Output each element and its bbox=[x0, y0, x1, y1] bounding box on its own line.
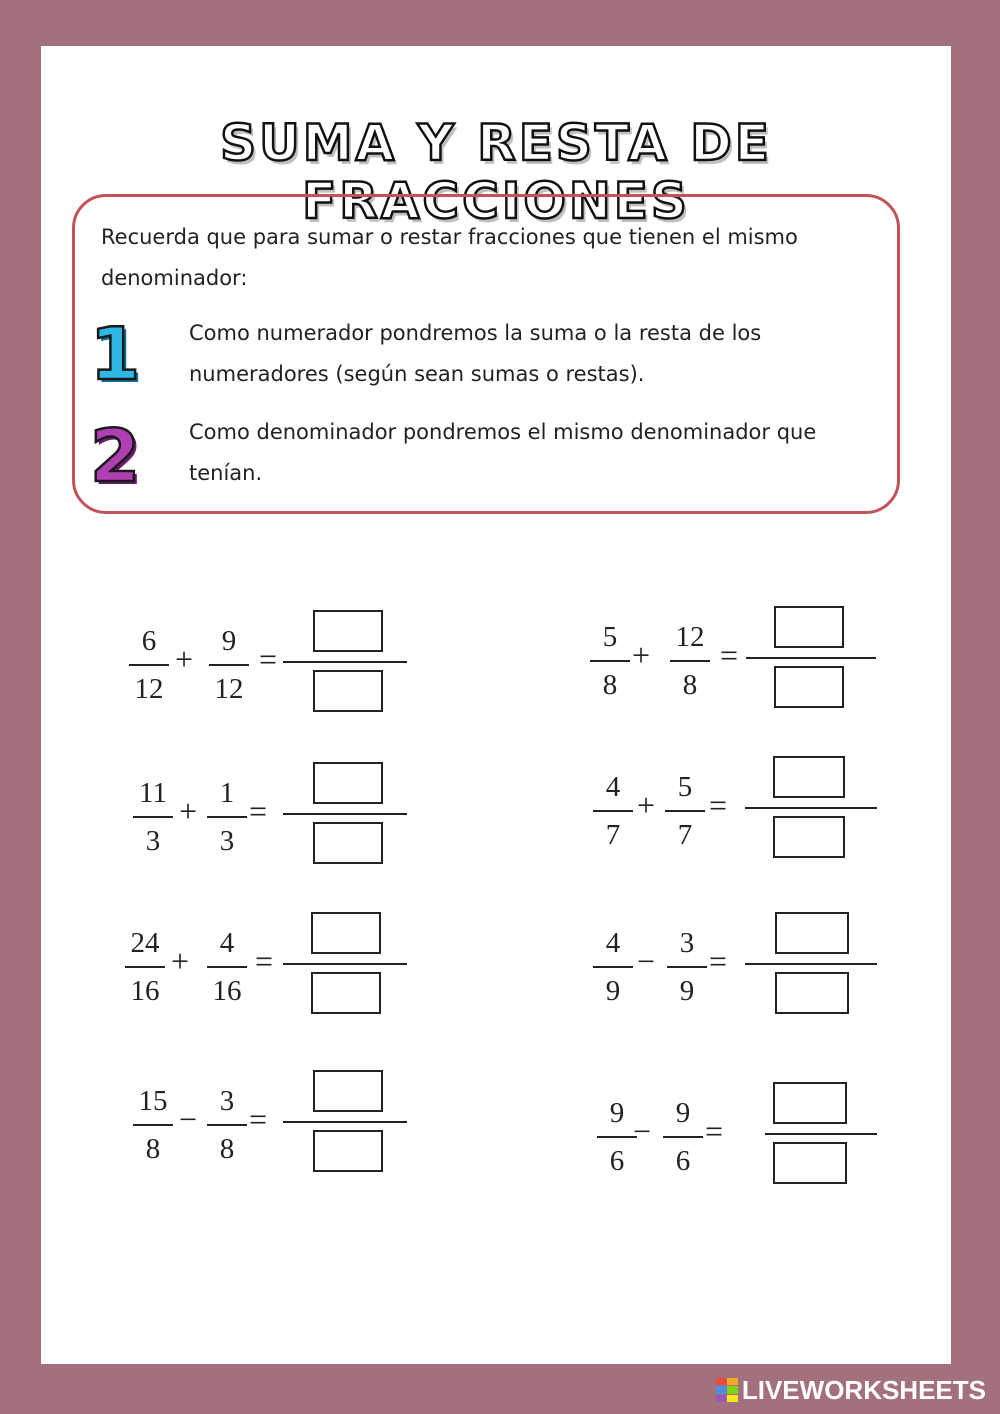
answer-denominator-box[interactable] bbox=[313, 1130, 383, 1172]
rules-intro: Recuerda que para sumar o restar fracciones que tienen el mismo denominador: bbox=[101, 225, 798, 290]
answer-denominator-box[interactable] bbox=[773, 816, 845, 858]
fraction-a: 24 16 bbox=[121, 926, 169, 1008]
rules-box bbox=[72, 194, 900, 514]
answer-numerator-box[interactable] bbox=[313, 1070, 383, 1112]
number-two-icon: 2 bbox=[89, 414, 141, 498]
answer-fraction-bar bbox=[746, 657, 876, 659]
fraction-b: 3 9 bbox=[663, 926, 711, 1008]
answer-denominator-box[interactable] bbox=[774, 666, 844, 708]
exercise-7 bbox=[129, 1066, 429, 1176]
equals-sign: = bbox=[249, 793, 268, 829]
operator: − bbox=[633, 1113, 652, 1149]
answer-denominator-box[interactable] bbox=[773, 1142, 847, 1184]
answer-denominator-box[interactable] bbox=[311, 972, 381, 1014]
fraction-a: 4 7 bbox=[589, 770, 637, 852]
answer-fraction-bar bbox=[283, 1121, 407, 1123]
fraction-b: 3 8 bbox=[203, 1084, 251, 1166]
exercise-6 bbox=[589, 908, 889, 1018]
exercise-1 bbox=[125, 606, 425, 716]
answer-fraction-bar bbox=[745, 807, 877, 809]
exercise-8 bbox=[593, 1078, 893, 1188]
worksheet-page bbox=[41, 46, 951, 1364]
answer-denominator-box[interactable] bbox=[775, 972, 849, 1014]
fraction-b: 4 16 bbox=[203, 926, 251, 1008]
exercise-4 bbox=[589, 752, 889, 862]
rule-step-2: Como denominador pondremos el mismo denominador que tenían. bbox=[189, 420, 817, 485]
answer-fraction-bar bbox=[745, 963, 877, 965]
number-one-icon: 1 bbox=[89, 312, 141, 396]
answer-numerator-box[interactable] bbox=[773, 1082, 847, 1124]
answer-numerator-box[interactable] bbox=[773, 756, 845, 798]
operator: + bbox=[632, 637, 651, 673]
answer-fraction-bar bbox=[283, 813, 407, 815]
liveworksheets-brand bbox=[716, 1374, 986, 1406]
fraction-b: 5 7 bbox=[661, 770, 709, 852]
equals-sign: = bbox=[709, 787, 728, 823]
operator: + bbox=[637, 787, 656, 823]
fraction-a: 5 8 bbox=[586, 620, 634, 702]
fraction-b: 12 8 bbox=[666, 620, 714, 702]
equals-sign: = bbox=[709, 943, 728, 979]
equals-sign: = bbox=[705, 1113, 724, 1149]
answer-fraction-bar bbox=[283, 963, 407, 965]
fraction-b: 9 12 bbox=[205, 624, 253, 706]
answer-fraction-bar bbox=[283, 661, 407, 663]
equals-sign: = bbox=[259, 641, 278, 677]
brand-name: LIVEWORKSHEETS bbox=[741, 1374, 986, 1405]
exercise-5 bbox=[121, 908, 421, 1018]
fraction-a: 4 9 bbox=[589, 926, 637, 1008]
operator: + bbox=[179, 793, 198, 829]
exercise-2 bbox=[586, 602, 886, 712]
answer-numerator-box[interactable] bbox=[313, 762, 383, 804]
equals-sign: = bbox=[249, 1101, 268, 1137]
answer-numerator-box[interactable] bbox=[311, 912, 381, 954]
rule-step-1: Como numerador pondremos la suma o la resta de los numeradores (según sean sumas o restas). bbox=[189, 321, 762, 386]
fraction-b: 9 6 bbox=[659, 1096, 707, 1178]
fraction-b: 1 3 bbox=[203, 776, 251, 858]
answer-numerator-box[interactable] bbox=[313, 610, 383, 652]
operator: − bbox=[179, 1101, 198, 1137]
operator: − bbox=[637, 943, 656, 979]
answer-fraction-bar bbox=[765, 1133, 877, 1135]
fraction-a: 11 3 bbox=[129, 776, 177, 858]
operator: + bbox=[175, 641, 194, 677]
answer-denominator-box[interactable] bbox=[313, 822, 383, 864]
equals-sign: = bbox=[255, 943, 274, 979]
operator: + bbox=[171, 943, 190, 979]
fraction-a: 6 12 bbox=[125, 624, 173, 706]
fraction-a: 9 6 bbox=[593, 1096, 641, 1178]
equals-sign: = bbox=[720, 637, 739, 673]
exercise-3 bbox=[129, 758, 429, 868]
worksheet-title: SUMA Y RESTA DE FRACCIONES bbox=[220, 114, 772, 230]
answer-numerator-box[interactable] bbox=[774, 606, 844, 648]
answer-numerator-box[interactable] bbox=[775, 912, 849, 954]
answer-denominator-box[interactable] bbox=[313, 670, 383, 712]
fraction-a: 15 8 bbox=[129, 1084, 177, 1166]
liveworksheets-logo-icon bbox=[716, 1378, 738, 1402]
